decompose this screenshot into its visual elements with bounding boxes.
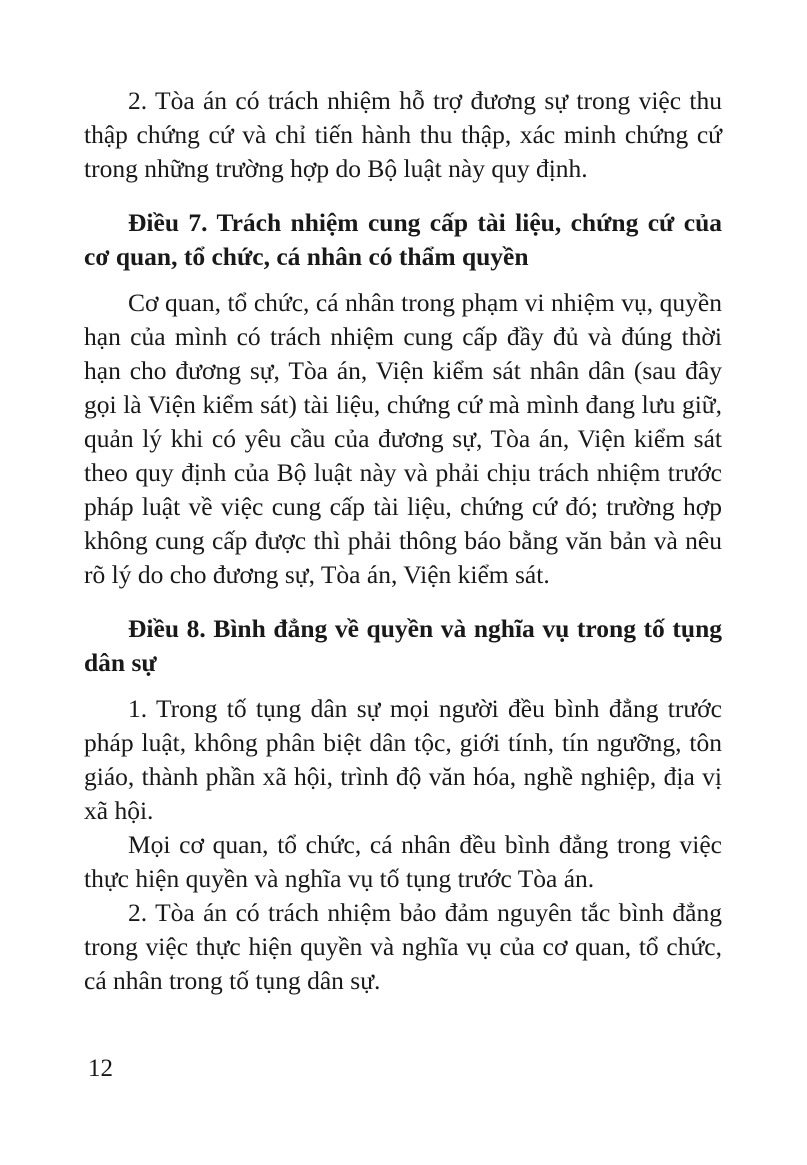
text-block (84, 0, 722, 998)
body-paragraph: 2. Tòa án có trách nhiệm bảo đảm nguyên tắc bình đẳng trong việc thực hiện quyền và nghĩa vụ của cơ quan, tổ chức, cá nhân trong tố tụng dân sự. (84, 898, 722, 995)
article-heading-dieu-8: Điều 8. Bình đẳng về quyền và nghĩa vụ trong tố tụng dân sự (84, 614, 722, 677)
article-heading-dieu-7: Điều 7. Trách nhiệm cung cấp tài liệu, chứng cứ của cơ quan, tổ chức, cá nhân có thẩm quyền (84, 208, 722, 271)
body-paragraph: Cơ quan, tổ chức, cá nhân trong phạm vi nhiệm vụ, quyền hạn của mình có trách nhiệm cung cấp đầy đủ và đúng thời hạn cho đương sự, Tòa án, Viện kiểm sát nhân dân (sau đây gọi là Viện kiểm sát) tài liệu, chứng cứ mà mình đang lưu giữ, quản lý khi có yêu cầu của đương sự, Tòa án, Viện kiểm sát theo quy định của Bộ luật này và phải chịu trách nhiệm trước pháp luật về việc cung cấp tài liệu, chứng cứ đó; trường hợp không cung cấp được thì phải thông báo bằng văn bản và nêu rõ lý do cho đương sự, Tòa án, Viện kiểm sát. (84, 288, 722, 589)
body-paragraph: 2. Tòa án có trách nhiệm hỗ trợ đương sự trong việc thu thập chứng cứ và chỉ tiến hành thu thập, xác minh chứng cứ trong những trường hợp do Bộ luật này quy định. (84, 86, 722, 183)
body-paragraph: 1. Trong tố tụng dân sự mọi người đều bình đẳng trước pháp luật, không phân biệt dân tộc, giới tính, tín ngưỡng, tôn giáo, thành phần xã hội, trình độ văn hóa, nghề nghiệp, địa vị xã hội. (84, 694, 722, 825)
body-paragraph: Mọi cơ quan, tổ chức, cá nhân đều bình đẳng trong việc thực hiện quyền và nghĩa vụ tố tụng trước Tòa án. (84, 830, 722, 893)
page-number: 12 (88, 1055, 113, 1082)
